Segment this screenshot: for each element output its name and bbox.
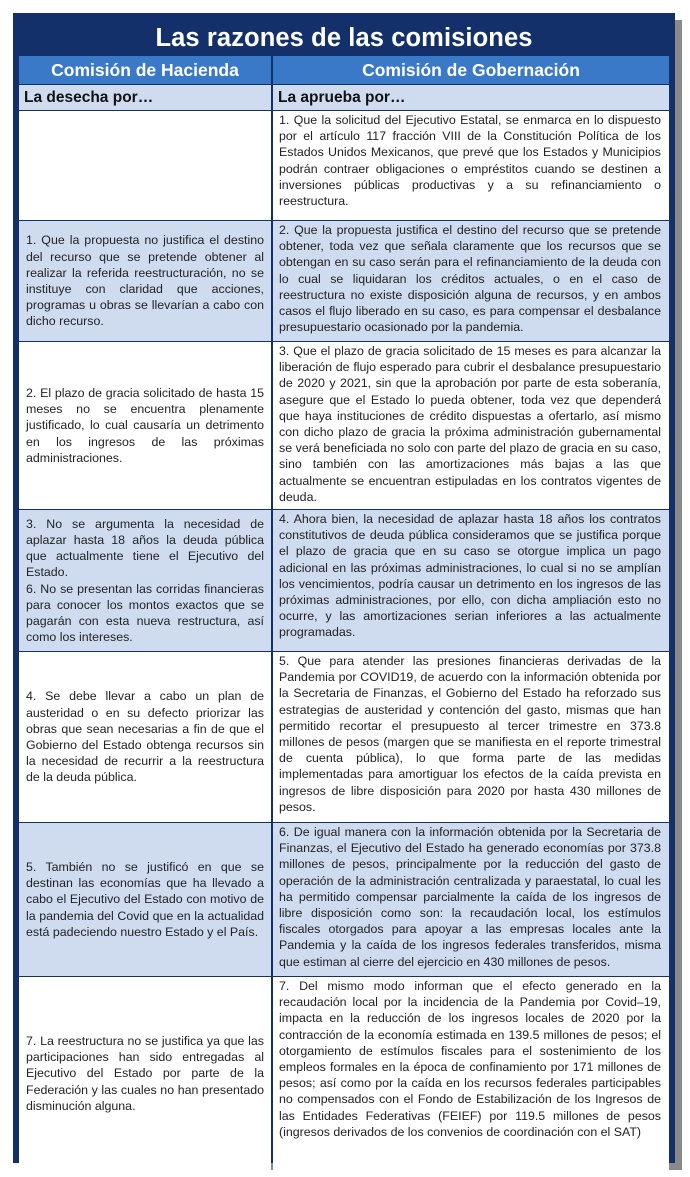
subheader-approves: La aprueba por… [273,85,669,110]
gobernacion-reason-1: 1. Que la solicitud del Ejecutivo Estatal, se enmarca en lo dispuesto por el artículo 117 fracción VIII de la Constitución Política de los Estados Unidos Mexicanos, que prevé que los Estados y Municipios podrán contraer obligaciones o empréstitos cuando se destinen a inversiones públicas productivas y a su refinanciamiento o reestructura. [273,111,669,220]
hacienda-cell-4 [19,510,271,651]
hacienda-reason-4: 4. Se debe llevar a cabo un plan de austeridad o en su defecto priorizar las obras que sean necesarias a fin de que el Gobierno del Estado obtenga recursos sin la necesidad de recurrir a la reestructura de la deuda pública. [26,689,264,785]
hacienda-reason-3: 3. No se argumenta la necesidad de aplazar hasta 18 años la deuda pública que actualmente tiene el Ejecutivo del Estado. [26,516,264,580]
gobernacion-reason-5: 5. Que para atender las presiones financieras derivadas de la Pandemia por COVID19, de acuerdo con la información obtenida por la Secretaria de Finanzas, el Gobierno del Estado ha reforzado sus estrategias de austeridad y contención del gasto, mismas que han permitido recortar el presupuesto al tercer trimestre en 373.8 millones de pesos (margen que se manifiesta en el reporte trimestral de cuenta pública), lo que forma parte de las medidas implementadas para amortiguar los efectos de la caída prevista en ingresos de libre disposición para 2020 por hasta 430 millones de pesos. [273,652,669,822]
column-header-gobernacion: Comisión de Gobernación [273,56,669,84]
column-header-hacienda: Comisión de Hacienda [19,56,271,84]
page-title: Las razones de las comisiones [155,24,533,52]
hacienda-cell-5 [19,652,271,822]
hacienda-cell-2 [19,221,271,341]
hacienda-reason-6: 6. No se presentan las corridas financieras para conocer los montos exactos que se pagarán con esta nueva restructura, así como los intereses. [26,581,264,645]
infographic-frame [13,13,675,1163]
gobernacion-reason-2: 2. Que la propuesta justifica el destino del recurso que se pretende obtener, toda vez que señala claramente que los recursos que se obtengan en su caso serán para el refinanciamiento de la deuda con lo cual se liquidaran los créditos actuales, o en el caso de reestructura no existe disposición alguna de recursos, y en ambos casos el flujo liberado en su caso, es para compensar el desbalance presupuestario ocasionado por la pandemia. [273,221,669,341]
hacienda-cell-1 [19,111,271,220]
gobernacion-reason-6: 6. De igual manera con la información obtenida por la Secretaria de Finanzas, el Ejecutivo del Estado ha generado economías por 373.8 millones de pesos, principalmente por la reducción del gasto de operación de la administración centralizada y paraestatal, lo cual les ha permitido compensar parcialmente la caída de los ingresos de libre disposición como son: la recaudación local, los estímulos fiscales otorgados para apoyar a las empresas locales ante la Pandemia y la caída de los ingresos federales transferidos, misma que estiman al cierre del ejercicio en 430 millones de pesos. [273,823,669,976]
gobernacion-reason-3: 3. Que el plazo de gracia solicitado de 15 meses es para alcanzar la liberación de flujo esperado para cubrir el desbalance presupuestario de 2020 y 2021, sin que la aprobación por parte de esta soberanía, asegure que el Estado lo pueda obtener, toda vez que dependerá que haya instituciones de crédito dispuestas a ofertarlo, así mismo con dicho plazo de gracia la próxima administración gubernamental se verá beneficiada no solo con parte del plazo de gracia en su caso, sino también con las amortizaciones más bajas a las que actualmente se encuentran estipuladas en los contratos vigentes de deuda. [273,342,669,509]
hacienda-cell-6 [19,823,271,976]
gobernacion-reason-4: 4. Ahora bien, la necesidad de aplazar hasta 18 años los contratos constitutivos de deuda pública consideramos que se justifica porque el plazo de gracia que en su caso se otorgue implica un pago adicional en las próximas administraciones, lo cual si no se amplían los vencimientos, podría causar un detrimento en los ingresos de las próximas administraciones, por ello, con dicha ampliación esto no ocurre, y las amortizaciones serian inferiores a las actualmente programadas. [273,510,669,651]
hacienda-cell-3 [19,342,271,509]
gobernacion-reason-7: 7. Del mismo modo informan que el efecto generado en la recaudación local por la incidencia de la Pandemia por Covid–19, impacta en la reducción de los ingresos locales de 2020 por la contracción de la economía estimada en 139.5 millones de pesos; el otorgamiento de estímulos fiscales para el sostenimiento de los empleos formales en la época de confinamiento por 171 millones de pesos; así como por la caída en los recursos federales participables no compensados con el Fondo de Estabilización de los Ingresos de las Entidades Federativas (FEIEF) por 119.5 millones de pesos (ingresos derivados de los convenios de coordinación con el SAT) [273,977,669,1170]
hacienda-reason-1: 1. Que la propuesta no justifica el destino del recurso que se pretende obtener al realizar la referida reestructuración, no se instituye con claridad que acciones, programas u obras se llevarían a cabo con dicho recurso. [26,233,264,329]
hacienda-cell-7 [19,977,271,1170]
comparison-table [19,56,669,1157]
hacienda-reason-7: 7. La reestructura no se justifica ya que las participaciones han sido entregadas al Ejecutivo del Estado por parte de la Federación y las cuales no han presentado disminución alguna. [26,1033,264,1113]
hacienda-reason-5: 5. También no se justificó en que se destinan las economías que ha llevado a cabo el Ejecutivo del Estado con motivo de la pandemia del Covid que en la actualidad está padeciendo nuestro Estado y el País. [26,859,264,939]
hacienda-reason-2: 2. El plazo de gracia solicitado de hasta 15 meses no se encuentra plenamente justificado, lo cual causaría un detrimento en los ingresos de las próximas administraciones. [26,385,264,465]
subheader-rejects: La desecha por… [19,85,271,110]
